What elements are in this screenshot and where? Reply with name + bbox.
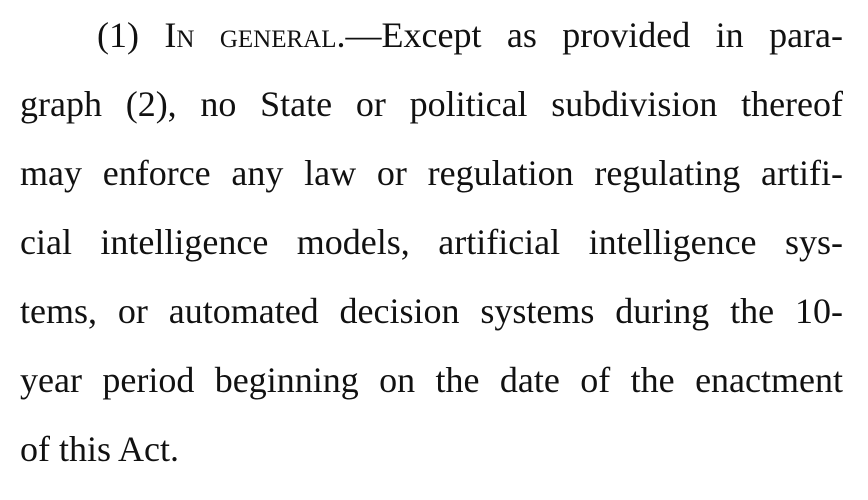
paragraph-line-7: of this Act.: [20, 429, 179, 469]
paragraph-line-2: graph (2), no State or political subdivision thereof: [20, 84, 843, 124]
paragraph-heading: In general.: [164, 15, 346, 55]
paragraph-line-3: may enforce any law or regulation regulating artifi-: [20, 153, 843, 193]
paragraph-text: Except as provided in para-: [381, 15, 843, 55]
paragraph-line-4: cial intelligence models, artificial intelligence sys-: [20, 222, 843, 262]
paragraph-number: (1): [97, 15, 139, 55]
paragraph-line-6: year period beginning on the date of the enactment: [20, 360, 843, 400]
paragraph-line-1: [97, 12, 843, 58]
em-dash: —: [345, 15, 382, 55]
paragraph-line-5: tems, or automated decision systems during the 10-: [20, 291, 843, 331]
